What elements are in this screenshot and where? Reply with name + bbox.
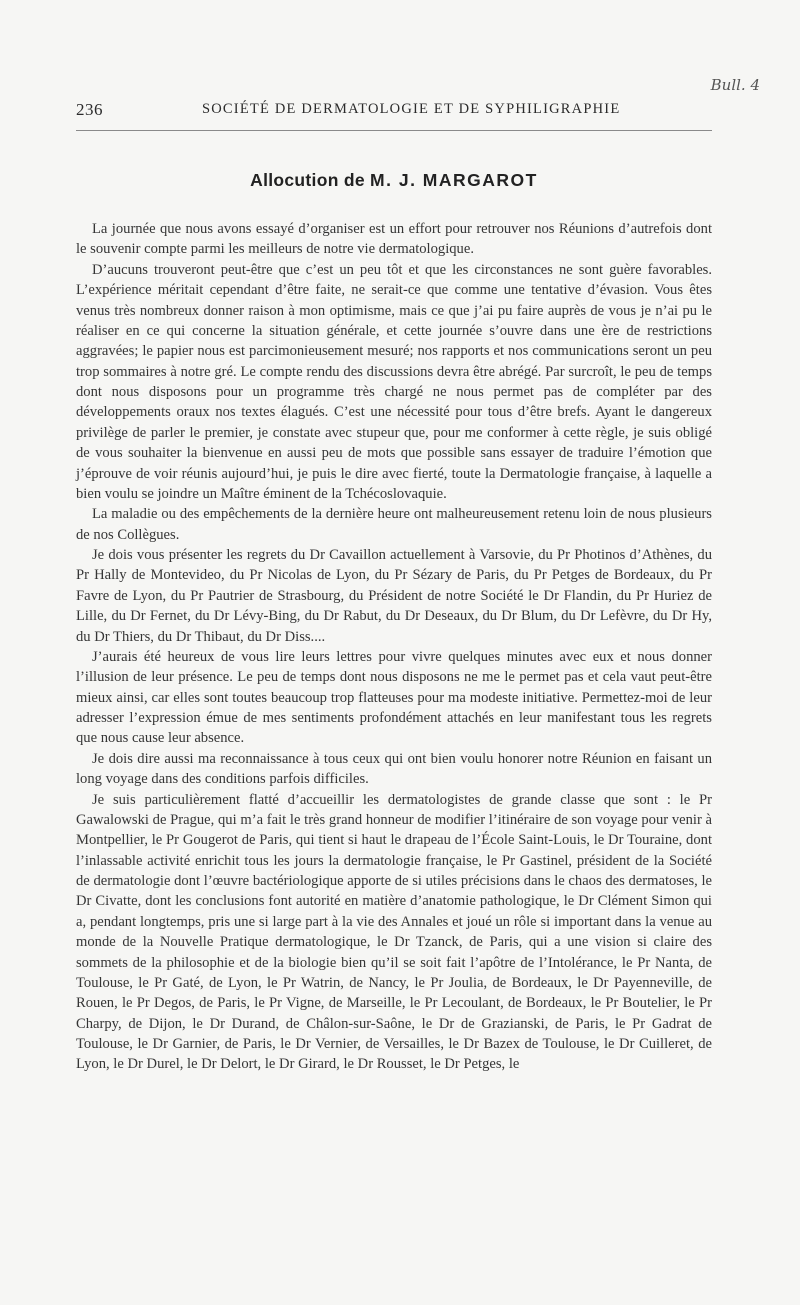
article-body xyxy=(76,219,712,1075)
article-title-prefix: Allocution de xyxy=(250,170,365,190)
paragraph: La maladie ou des empêchements de la dernière heure ont malheureusement retenu loin de nous plusieurs de nos Collègues. xyxy=(76,506,712,543)
running-title: SOCIÉTÉ DE DERMATOLOGIE ET DE SYPHILIGRAPHIE xyxy=(202,101,621,117)
page-header xyxy=(76,96,712,122)
paragraph: Je suis particulièrement flatté d’accueillir les dermatologistes de grande classe que sont : le Pr Gawalowski de Prague, qui m’a fait le très grand honneur de modifier l’itinéraire de son voyage pour venir à Montpellier, le Pr Gougerot de Paris, qui tient si haut le drapeau de l’École Saint-Louis, le Dr Touraine, dont l’inlassable activité enrichit tous les jours la dermatologie française, le Pr Gastinel, président de la Société de dermatologie dont l’œuvre bactériologique apporte de si utiles précisions dans le chaos des dermatoses, le Dr Civatte, dont les conclusions font autorité en matière d’anatomie pathologique, le Dr Clément Simon qui a, pendant longtemps, pris une si large part à la vie des Annales et joué un rôle si important dans la venue au monde de la Nouvelle Pratique dermatologique, le Dr Tzanck, de Paris, qui a une vision si claire des sommets de la philosophie et de la biologie bien qu’il se soit fait l’apôtre de l’Intolérance, le Pr Nanta, de Toulouse, le Pr Gaté, de Lyon, le Pr Watrin, de Nancy, le Pr Joulia, de Bordeaux, le Dr Payenneville, de Rouen, le Pr Degos, de Paris, le Pr Vigne, de Marseille, le Pr Lecoulant, de Bordeaux, le Pr Boutelier, le Pr Charpy, de Dijon, le Dr Durand, de Châlon-sur-Saône, le Dr de Grazianski, de Paris, le Pr Gadrat de Toulouse, le Dr Garnier, de Paris, le Dr Vernier, de Versailles, le Dr Bazex de Toulouse, le Dr Cuilleret, de Lyon, le Dr Durel, le Dr Delort, le Dr Girard, le Dr Rousset, le Dr Petges, le xyxy=(76,791,712,1073)
article-title xyxy=(76,170,712,191)
paragraph: D’aucuns trouveront peut-être que c’est un peu tôt et que les circonstances ne sont guère favorables. L’expérience méritait cependant d’être faite, ne serait-ce que comme une tentative d’évasion. Vous êtes venus très nombreux donner raison à mon optimisme, mais ce que j’ai pu faire auprès de vous je n’ai pu le réaliser en ce qui concerne la situation générale, et cette journée s’ouvre dans une ère de restrictions aggravées; le papier nous est parcimonieusement mesuré; nos rapports et nos communications seront un peu trop sommaires à notre gré. Le compte rendu des discussions devra être abrégé. Par surcroît, le peu de temps dont nous disposons pour un programme très chargé ne nous permet pas de compléter par des développements oraux nos textes élagués. C’est une nécessité pour tous d’être brefs. Ayant le dangereux privilège de parler le premier, je constate avec stupeur que, pour me conformer à cette règle, je suis obligé de vous souhaiter la bienvenue en aussi peu de mots que possible sans essayer de traduire l’émotion que j’éprouve de voir réunis aujourd’hui, je puis le dire avec fierté, toute la Dermatologie française, à laquelle a bien voulu se joindre un Maître éminent de la Tchécoslovaquie. xyxy=(76,261,712,502)
article-title-name: M. J. MARGAROT xyxy=(370,170,538,190)
paragraph: La journée que nous avons essayé d’organiser est un effort pour retrouver nos Réunions d’autrefois dont le souvenir compte parmi les meilleurs de notre vie dermatologique. xyxy=(76,221,712,258)
paragraph: Je dois vous présenter les regrets du Dr Cavaillon actuellement à Varsovie, du Pr Photinos d’Athènes, du Pr Hally de Montevideo, du Pr Nicolas de Lyon, du Pr Sézary de Paris, du Pr Petges de Bordeaux, du Pr Favre de Lyon, du Pr Pautrier de Strasbourg, du Président de notre Société le Dr Flandin, du Pr Huriez de Lille, du Dr Fernet, du Dr Lévy-Bing, du Dr Rabut, du Dr Deseaux, du Dr Blum, du Dr Lefèvre, du Dr Hy, du Dr Thiers, du Dr Thibaut, du Dr Diss.... xyxy=(76,547,712,645)
paragraph: J’aurais été heureux de vous lire leurs lettres pour vivre quelques minutes avec eux et nous donner l’illusion de leur présence. Le peu de temps dont nous disposons ne me le permet pas et cela vaut peut-être mieux ainsi, car elles sont toutes beaucoup trop flatteuses pour ma modeste initiative. Permettez-moi de leur adresser l’expression émue de mes sentiments profondément attachés en leur manifestant tous les regrets que nous cause leur absence. xyxy=(76,648,712,747)
paragraph: Je dois dire aussi ma reconnaissance à tous ceux qui ont bien voulu honorer notre Réunion en faisant un long voyage dans des conditions parfois difficiles. xyxy=(76,750,712,788)
header-rule xyxy=(76,130,712,131)
page-number: 236 xyxy=(76,100,103,119)
handwritten-note: Bull. 4 xyxy=(710,76,760,94)
